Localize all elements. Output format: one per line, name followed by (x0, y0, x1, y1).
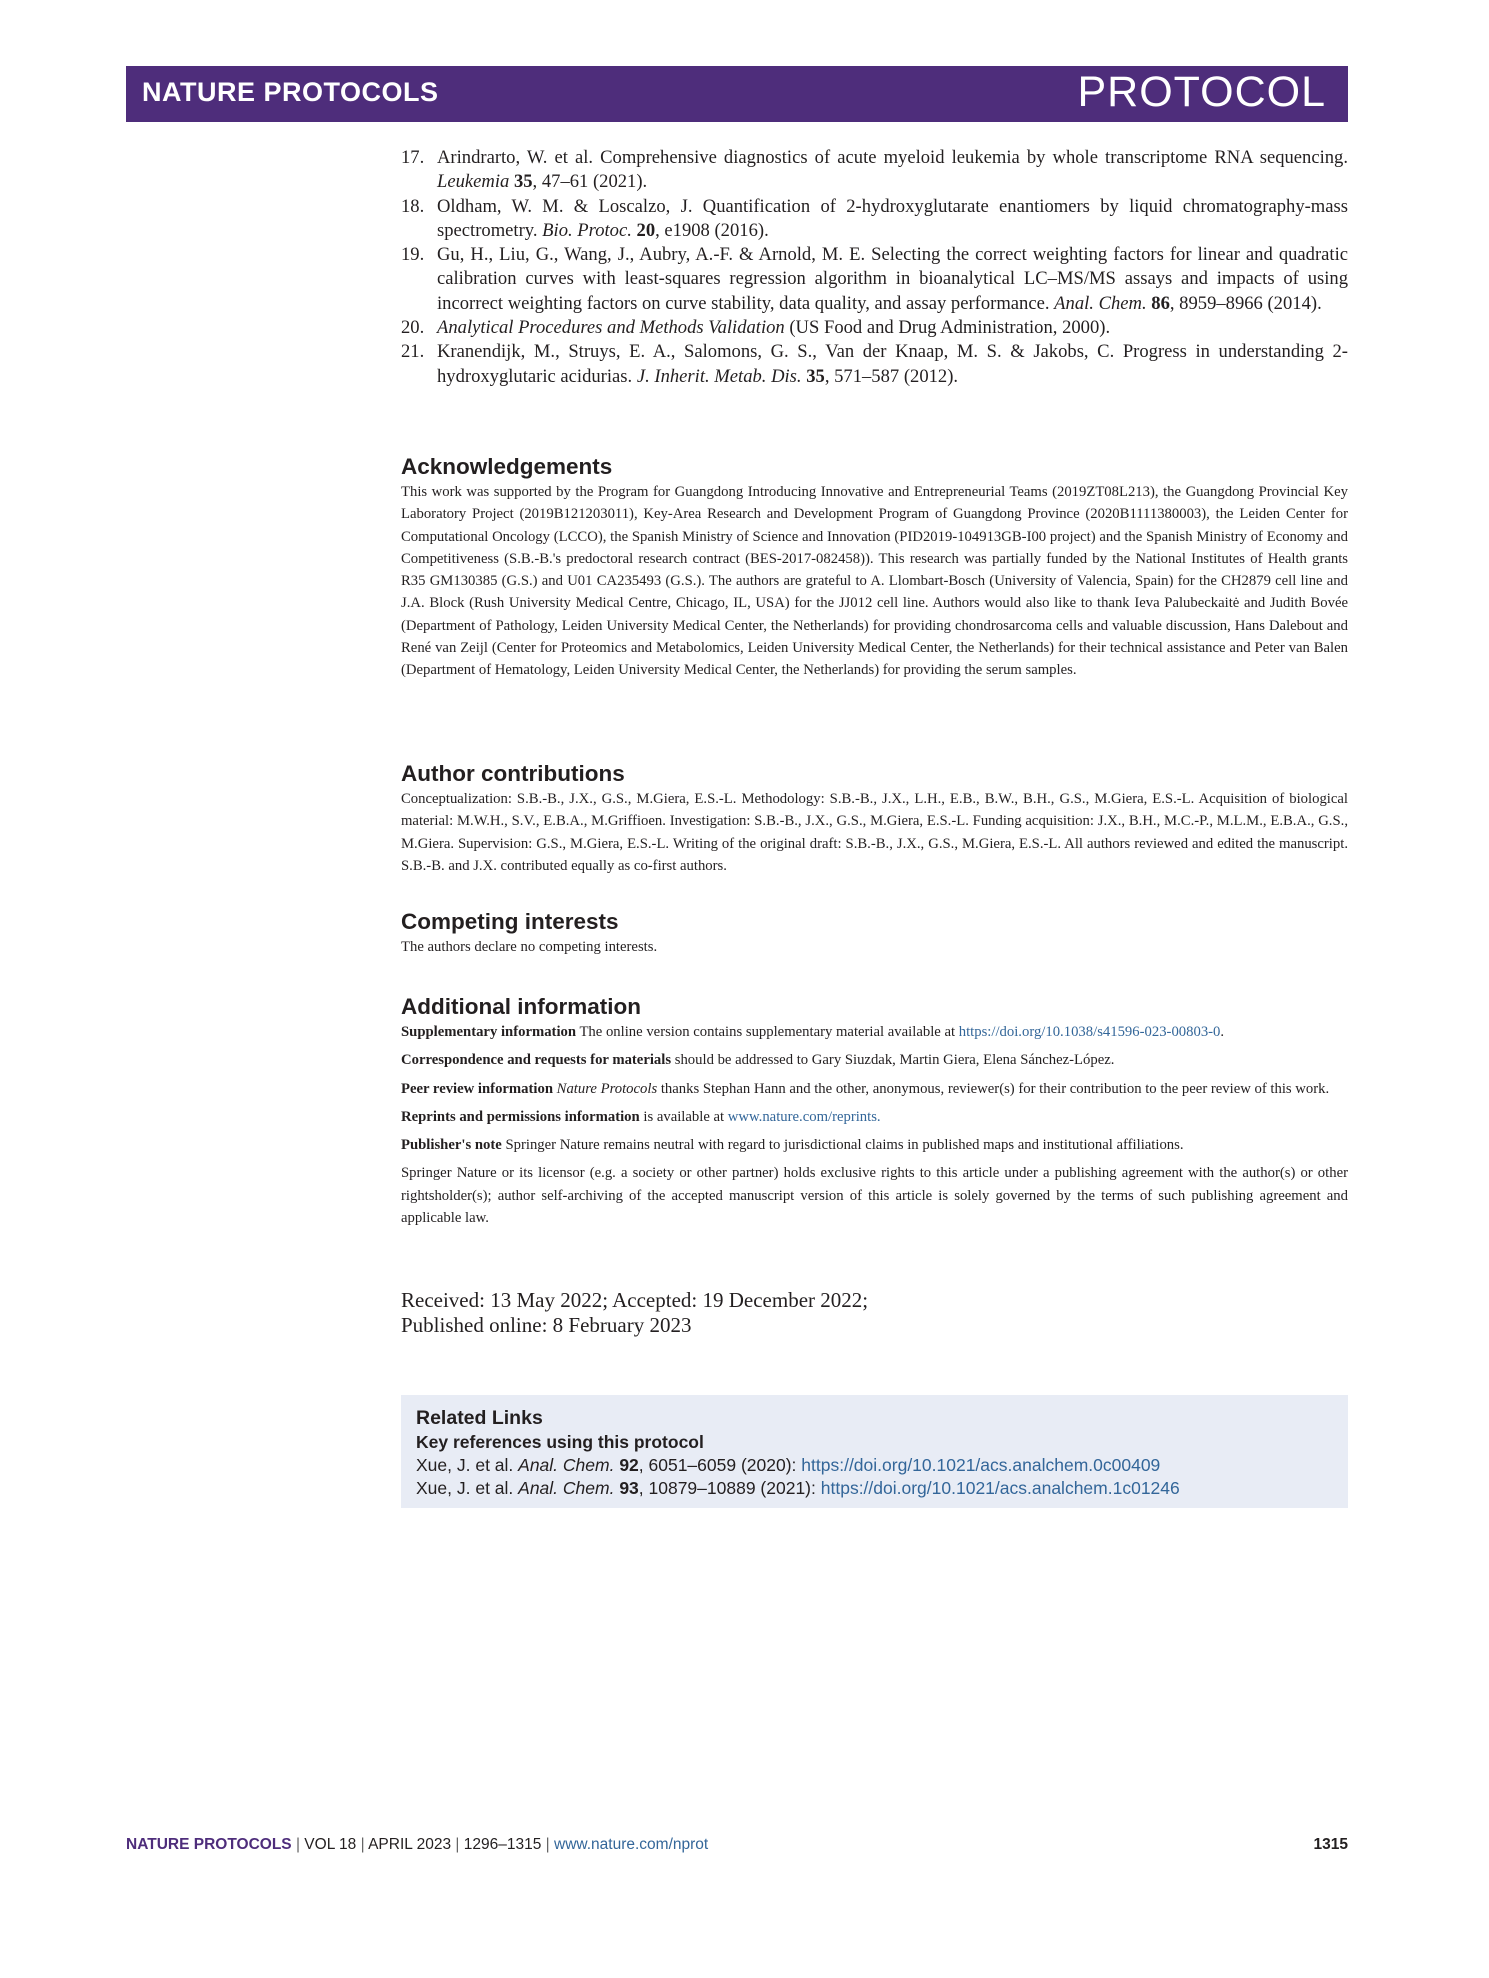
reference-text: Arindrarto, W. et al. Comprehensive diagnostics of acute myeloid leukemia by whole transcriptome RNA sequencing. (437, 147, 1348, 168)
journal-header-bar (126, 66, 1348, 122)
article-type: PROTOCOL (1077, 68, 1326, 116)
reference-list (401, 146, 1348, 389)
reference-volume: 20 (636, 219, 656, 241)
reprints-link[interactable]: www.nature.com/reprints. (727, 1108, 881, 1125)
page-footer (126, 1836, 1348, 1854)
acknowledgements-title: Acknowledgements (401, 454, 613, 479)
publishers-note-label: Publisher's note (401, 1137, 502, 1154)
correspondence-label: Correspondence and requests for materials (401, 1052, 672, 1069)
reference-pages: , 8959–8966 (2014). (1169, 292, 1322, 314)
competing-interests-text: The authors declare no competing interests. (401, 939, 658, 955)
publishers-note (401, 1134, 1348, 1156)
related-link-volume: 93 (619, 1478, 639, 1498)
related-link-journal: Anal. Chem. (518, 1478, 615, 1498)
related-link-volume: 92 (619, 1455, 639, 1475)
additional-information-title: Additional information (401, 994, 641, 1019)
author-contributions-section (401, 760, 1348, 877)
footer-volume: VOL 18 (304, 1836, 357, 1853)
related-link-doi[interactable]: https://doi.org/10.1021/acs.analchem.1c01246 (820, 1478, 1180, 1498)
related-links-box (401, 1395, 1348, 1508)
footer-url-link[interactable]: www.nature.com/nprot (554, 1836, 709, 1853)
related-link-authors: Xue, J. et al. (416, 1478, 519, 1498)
reference-number: 18. (401, 195, 425, 217)
reference-volume: 35 (806, 365, 825, 387)
footer-journal: NATURE PROTOCOLS (126, 1836, 292, 1853)
acknowledgements-text: This work was supported by the Program for Guangdong Introducing Innovative and Entrepreneurial Teams (2019ZT08L213), the Guangdong Provincial Key Laboratory Project (2019B121203011), Key-Area Research and Development Program of Guangdong Province (2020B1111380003), the Leiden Center for Computational Oncology (LCCO), the Spanish Ministry of Science and Innovation (PID2019-104913GB-I00 project) and the Spanish Ministry of Economy and Competitiveness (S.B.-B.'s predoctoral research contract (BES-2017-082458)). This research was partially funded by the National Institutes of Health grants R35 GM130385 (G.S.) and U01 CA235493 (G.S.). The authors are grateful to A. Llombart-Bosch (University of Valencia, Spain) for the CH2879 cell line and J.A. Block (Rush University Medical Centre, Chicago, IL, USA) for the JJ012 cell line. Authors would also like to thank Ieva Palubeckaitė and Judith Bovée (Department of Pathology, Leiden University Medical Center, the Netherlands) for providing chondrosarcoma cells and valuable discussion, Hans Dalebout and René van Zeijl (Center for Proteomics and Metabolomics, Leiden University Medical Center, the Netherlands) for their technical assistance and Peter van Balen (Department of Hematology, Leiden University Medical Center, the Netherlands) for providing the serum samples. (401, 484, 1348, 679)
reference-text: Kranendijk, M., Struys, E. A., Salomons, G. S., Van der Knaap, M. S. & Jakobs, C. Progress in understanding 2-hydroxyglutaric acidurias. (437, 341, 1348, 387)
page-number: 1315 (1313, 1836, 1348, 1853)
reference-journal: Leukemia (437, 171, 510, 193)
reference-pages: , 571–587 (2012). (824, 365, 959, 387)
related-link-item (416, 1478, 1180, 1499)
reprints-text: is available at (639, 1108, 728, 1125)
supplementary-label: Supplementary information (401, 1024, 577, 1040)
supplementary-information (401, 1021, 1348, 1043)
reference-item (401, 243, 1348, 316)
article-dates (401, 1288, 1348, 1338)
reference-item (401, 195, 1348, 244)
peer-review-info (401, 1078, 1348, 1100)
author-contributions-text: Conceptualization: S.B.-B., J.X., G.S., M.Giera, E.S.-L. Methodology: S.B.-B., J.X., L.H., E.B., B.W., B.H., G.S., M.Giera, E.S.-L. Acquisition of biological material: M.W.H., S.V., E.B.A., M.Griffioen. Investigation: S.B.-B., J.X., G.S., M.Giera, E.S.-L. Funding acquisition: J.X., B.H., M.C.-P., M.L.M., E.B.A., G.S., M.Giera. Supervision: G.S., M.Giera, E.S.-L. Writing of the original draft: S.B.-B., J.X., G.S., M.Giera, E.S.-L. All authors reviewed and edited the manuscript. S.B.-B. and J.X. contributed equally as co-first authors. (401, 791, 1348, 874)
related-link-pages: , 10879–10889 (2021): (638, 1478, 821, 1498)
author-contributions-title: Author contributions (401, 761, 625, 786)
correspondence-text: should be addressed to Gary Siuzdak, Martin Giera, Elena Sánchez-López. (671, 1052, 1115, 1069)
reference-text: Gu, H., Liu, G., Wang, J., Aubry, A.-F. & Arnold, M. E. Selecting the correct weighting factors for linear and quadratic calibration curves with least-squares regression algorithm in bioanalytical LC–MS/MS assays and impacts of using incorrect weighting factors on curve stability, data quality, and assay performance. (437, 244, 1348, 314)
related-link-pages: , 6051–6059 (2020): (638, 1455, 802, 1475)
footer-separator: | (295, 1836, 300, 1853)
reference-number: 21. (401, 341, 425, 363)
reference-pages: , 47–61 (2021). (532, 171, 648, 193)
reference-number: 20. (401, 317, 425, 339)
additional-information-section (401, 993, 1348, 1235)
footer-separator: | (455, 1836, 460, 1853)
related-link-journal: Anal. Chem. (518, 1455, 615, 1475)
reference-journal: Anal. Chem. (1054, 292, 1147, 314)
correspondence-info (401, 1049, 1348, 1071)
main-content (401, 146, 1348, 1337)
reprints-info (401, 1106, 1348, 1128)
footer-separator: | (360, 1836, 365, 1853)
supplementary-text: The online version contains supplementary material available at (576, 1024, 959, 1040)
related-link-item (416, 1455, 1160, 1476)
reference-number: 17. (401, 147, 425, 168)
reference-text: (US Food and Drug Administration, 2000). (784, 317, 1111, 339)
reference-item (401, 146, 1348, 195)
reference-item (401, 316, 1348, 340)
reference-volume: 35 (513, 171, 533, 193)
reference-volume: 86 (1151, 292, 1170, 314)
related-link-doi[interactable]: https://doi.org/10.1021/acs.analchem.0c00409 (801, 1455, 1161, 1475)
competing-interests-section (401, 908, 1348, 958)
footer-separator: | (545, 1836, 550, 1853)
supplementary-end: . (1220, 1024, 1225, 1040)
footer-pages: 1296–1315 (463, 1836, 542, 1853)
related-link-authors: Xue, J. et al. (416, 1455, 519, 1475)
footer-date: APRIL 2023 (368, 1836, 452, 1853)
publishers-note-text: Springer Nature remains neutral with regard to jurisdictional claims in published maps and institutional affiliations. (501, 1137, 1184, 1154)
acknowledgements-section (401, 453, 1348, 682)
reference-number: 19. (401, 244, 425, 266)
reference-journal: J. Inherit. Metab. Dis. (636, 365, 802, 387)
peer-review-text: thanks Stephan Hann and the other, anonymous, reviewer(s) for their contribution to the peer review of this work. (657, 1080, 1330, 1097)
reference-text: Oldham, W. M. & Loscalzo, J. Quantification of 2-hydroxyglutarate enantiomers by liquid chromatography-mass spectrometry. (437, 195, 1348, 241)
competing-interests-title: Competing interests (401, 909, 619, 934)
peer-review-label: Peer review information (401, 1080, 553, 1097)
peer-review-journal: Nature Protocols (556, 1080, 658, 1097)
journal-name: NATURE PROTOCOLS (142, 77, 439, 107)
related-links-subtitle: Key references using this protocol (416, 1432, 704, 1452)
supplementary-link[interactable]: https://doi.org/10.1038/s41596-023-00803-0 (958, 1024, 1221, 1040)
received-accepted-dates: Received: 13 May 2022; Accepted: 19 December 2022; (401, 1288, 869, 1312)
reference-title: Analytical Procedures and Methods Validation (437, 317, 785, 339)
reference-pages: , e1908 (2016). (655, 219, 769, 241)
reprints-label: Reprints and permissions information (401, 1108, 640, 1125)
reference-item (401, 340, 1348, 389)
related-links-title: Related Links (416, 1407, 543, 1429)
reference-journal: Bio. Protoc. (542, 219, 632, 241)
rights-statement: Springer Nature or its licensor (e.g. a society or other partner) holds exclusive rights to this article under a publishing agreement with the author(s) or other rightsholder(s); author self-archiving of the accepted manuscript version of this article is solely governed by the terms of such publishing agreement and applicable law. (401, 1165, 1348, 1227)
published-online-date: Published online: 8 February 2023 (401, 1313, 692, 1337)
